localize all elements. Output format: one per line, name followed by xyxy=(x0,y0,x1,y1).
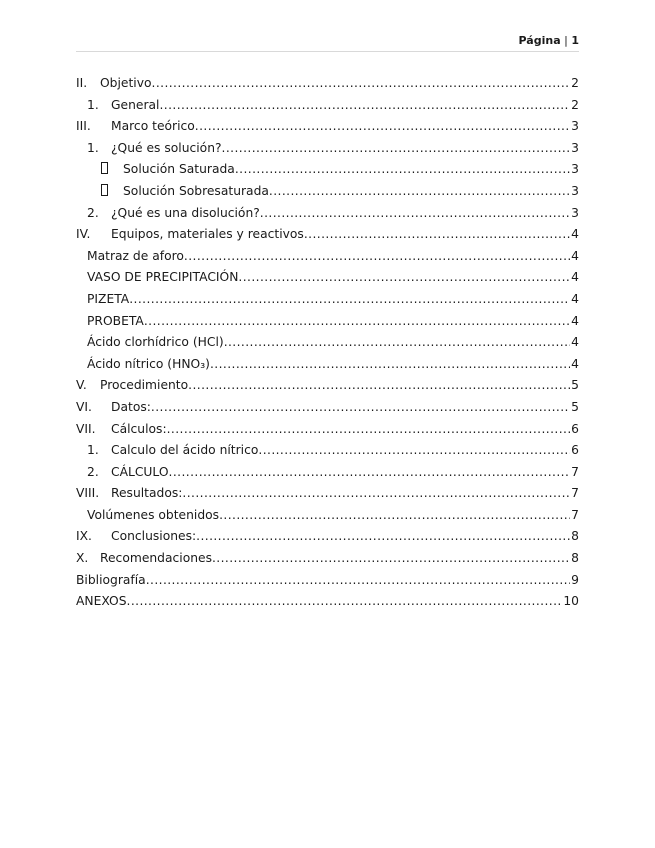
toc-entry-page: 9 xyxy=(571,572,579,587)
toc-entry-page: 6 xyxy=(571,443,579,458)
toc-entry-anexos[interactable] xyxy=(76,591,579,613)
toc-entry-calculo[interactable] xyxy=(76,462,579,484)
toc-leader-dots xyxy=(219,505,570,527)
toc-entry-acido-nitrico[interactable] xyxy=(76,354,579,376)
toc-entry-solucion-sobresaturada[interactable] xyxy=(76,181,579,203)
toc-entry-page: 7 xyxy=(571,464,579,479)
toc-leader-dots xyxy=(224,332,570,354)
toc-entry-resultados[interactable] xyxy=(76,483,579,505)
toc-entry-title: PIZETA xyxy=(87,291,130,306)
toc-entry-title: ¿Qué es solución? xyxy=(111,140,222,155)
table-of-contents xyxy=(76,73,579,613)
toc-entry-title: Matraz de aforo xyxy=(87,248,184,263)
toc-entry-number: X. xyxy=(76,551,89,566)
toc-entry-number: 2. xyxy=(87,205,99,220)
toc-entry-page: 3 xyxy=(571,183,579,198)
toc-leader-dots xyxy=(260,203,570,225)
toc-entry-page: 4 xyxy=(571,270,579,285)
toc-entry-title: Solución Sobresaturada xyxy=(123,183,269,198)
toc-entry-acido-clorhidrico[interactable] xyxy=(76,332,579,354)
toc-entry-title: Cálculos: xyxy=(111,421,167,436)
toc-entry-number: IX. xyxy=(76,529,92,544)
toc-entry-page: 4 xyxy=(571,356,579,371)
toc-leader-dots xyxy=(222,138,571,160)
bullet-box-icon xyxy=(99,181,123,203)
toc-entry-solucion-saturada[interactable] xyxy=(76,159,579,181)
toc-entry-vaso-de-precipitacion[interactable] xyxy=(76,267,579,289)
toc-entry-title: VASO DE PRECIPITACIÓN xyxy=(87,270,239,285)
toc-leader-dots xyxy=(167,419,571,441)
toc-entry-title: Marco teórico xyxy=(111,119,195,134)
toc-entry-title: General xyxy=(111,97,160,112)
toc-entry-calculo-acido-nitrico[interactable] xyxy=(76,440,579,462)
toc-entry-page: 6 xyxy=(571,421,579,436)
toc-leader-dots xyxy=(188,375,570,397)
header-page-number: 1 xyxy=(571,34,579,47)
toc-leader-dots xyxy=(152,73,571,95)
toc-leader-dots xyxy=(258,440,570,462)
toc-entry-number: II. xyxy=(76,76,88,90)
toc-entry-datos[interactable] xyxy=(76,397,579,419)
toc-entry-calculos[interactable] xyxy=(76,419,579,441)
toc-leader-dots xyxy=(159,95,570,117)
toc-entry-title: Solución Saturada xyxy=(123,162,235,177)
toc-entry-title: Conclusiones: xyxy=(111,529,197,544)
toc-leader-dots xyxy=(235,159,570,181)
toc-entry-title: Recomendaciones xyxy=(100,551,212,566)
bullet-box-icon xyxy=(99,159,123,181)
toc-entry-title: ¿Qué es una disolución? xyxy=(111,205,260,220)
toc-entry-matraz-de-aforo[interactable] xyxy=(76,246,579,268)
toc-entry-page: 4 xyxy=(571,313,579,328)
toc-entry-number: 2. xyxy=(87,464,99,479)
toc-entry-number: VII. xyxy=(76,421,96,436)
toc-entry-title: Datos: xyxy=(111,399,151,414)
toc-entry-probeta[interactable] xyxy=(76,311,579,333)
toc-leader-dots xyxy=(151,397,570,419)
toc-leader-dots xyxy=(127,591,563,613)
toc-entry-page: 3 xyxy=(571,162,579,177)
toc-entry-page: 4 xyxy=(571,335,579,350)
toc-entry-number: V. xyxy=(76,378,87,393)
toc-leader-dots xyxy=(169,462,571,484)
toc-entry-marco-teorico[interactable] xyxy=(76,116,579,138)
toc-entry-page: 3 xyxy=(571,140,579,155)
toc-entry-page: 4 xyxy=(571,227,579,242)
toc-entry-page: 7 xyxy=(571,486,579,501)
toc-leader-dots xyxy=(238,267,570,289)
toc-entry-conclusiones[interactable] xyxy=(76,526,579,548)
toc-entry-title: Procedimiento xyxy=(100,378,189,393)
toc-leader-dots xyxy=(146,570,570,592)
page-header xyxy=(76,34,579,52)
toc-entry-page: 8 xyxy=(571,551,579,566)
toc-entry-page: 8 xyxy=(571,529,579,544)
toc-entry-general[interactable] xyxy=(76,95,579,117)
toc-leader-dots xyxy=(195,116,570,138)
toc-entry-page: 3 xyxy=(571,205,579,220)
toc-leader-dots xyxy=(269,181,570,203)
toc-entry-page: 2 xyxy=(571,76,579,90)
toc-entry-title: Volúmenes obtenidos xyxy=(87,507,220,522)
toc-entry-title: Bibliografía xyxy=(76,572,146,587)
toc-entry-number: 1. xyxy=(87,140,99,155)
toc-entry-title: Ácido nítrico (HNO₃) xyxy=(87,356,210,371)
toc-entry-number: VIII. xyxy=(76,486,100,501)
toc-leader-dots xyxy=(212,548,570,570)
toc-entry-page: 2 xyxy=(571,97,579,112)
toc-entry-volumenes-obtenidos[interactable] xyxy=(76,505,579,527)
toc-entry-procedimiento[interactable] xyxy=(76,375,579,397)
toc-entry-que-es-disolucion[interactable] xyxy=(76,203,579,225)
toc-entry-equipos[interactable] xyxy=(76,224,579,246)
header-separator: | xyxy=(564,34,568,47)
toc-entry-pizeta[interactable] xyxy=(76,289,579,311)
toc-leader-dots xyxy=(196,526,570,548)
toc-entry-title: Objetivo xyxy=(100,76,152,90)
toc-entry-title: ANEXOS xyxy=(76,594,127,609)
toc-leader-dots xyxy=(304,224,570,246)
toc-entry-page: 3 xyxy=(571,119,579,134)
toc-entry-que-es-solucion[interactable] xyxy=(76,138,579,160)
toc-entry-title: PROBETA xyxy=(87,313,144,328)
toc-entry-title: Ácido clorhídrico (HCl) xyxy=(87,335,224,350)
toc-leader-dots xyxy=(184,246,570,268)
toc-entry-recomendaciones[interactable] xyxy=(76,548,579,570)
toc-entry-page: 5 xyxy=(571,378,579,393)
toc-entry-title: Resultados: xyxy=(111,486,183,501)
toc-entry-number: III. xyxy=(76,119,91,134)
toc-entry-page: 5 xyxy=(571,399,579,414)
toc-entry-title: Calculo del ácido nítrico xyxy=(111,443,259,458)
header-page-label: Página xyxy=(518,34,561,47)
toc-entry-title: CÁLCULO xyxy=(111,464,169,479)
toc-entry-number: 1. xyxy=(87,443,99,458)
toc-leader-dots xyxy=(129,289,570,311)
toc-entry-number: 1. xyxy=(87,97,99,112)
toc-entry-number: IV. xyxy=(76,227,91,242)
toc-entry-page: 4 xyxy=(571,291,579,306)
toc-entry-bibliografia[interactable] xyxy=(76,570,579,592)
toc-leader-dots xyxy=(182,483,570,505)
toc-leader-dots xyxy=(144,311,570,333)
toc-entry-page: 10 xyxy=(563,594,579,609)
toc-entry-title: Equipos, materiales y reactivos xyxy=(111,227,304,242)
toc-entry-number: VI. xyxy=(76,399,92,414)
toc-entry-page: 4 xyxy=(571,248,579,263)
toc-entry-page: 7 xyxy=(571,507,579,522)
toc-entry-objetivo[interactable] xyxy=(76,73,579,95)
toc-leader-dots xyxy=(210,354,570,376)
